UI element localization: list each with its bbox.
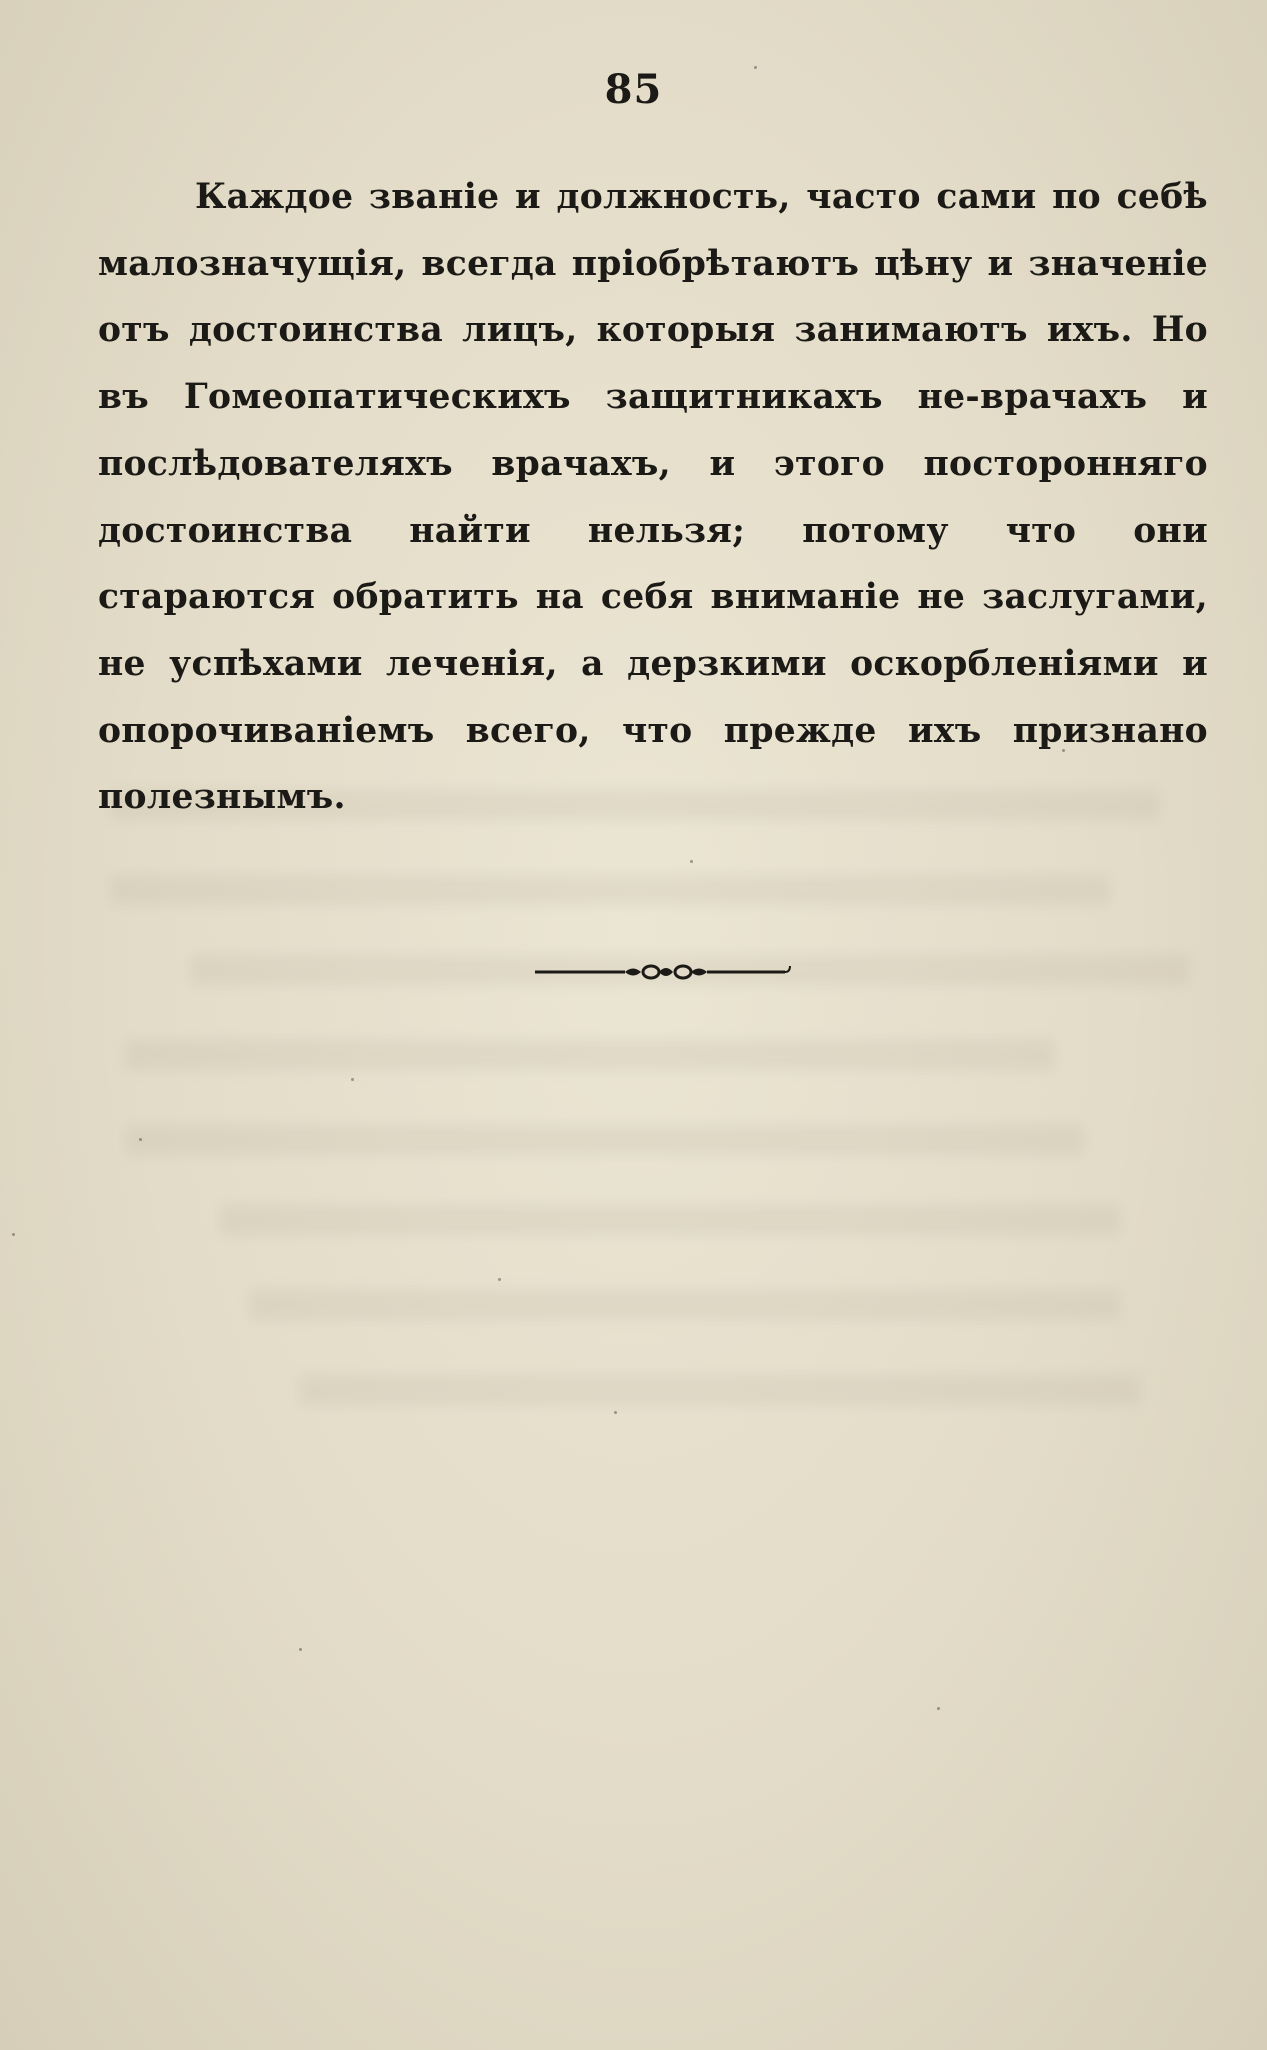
page-number: 85 — [604, 66, 663, 113]
body-paragraph: Каждое званіе и должность, часто сами по себѣ малозначущія, всегда пріобрѣтаютъ цѣну и значеніе отъ достоинства лицъ, которыя занимаютъ ихъ. Но въ Гомеопатическихъ защитникахъ не-врачахъ и послѣдователяхъ врачахъ, и этого посторонняго достоинства найти нельзя; потому что они стараются обратить на себя вниманіе не заслугами, не успѣхами леченія, а дерзкими оскорбленіями и опорочиваніемъ всего, что прежде ихъ признано полезнымъ. — [98, 177, 1208, 818]
ornamental-rule-icon — [533, 955, 793, 989]
